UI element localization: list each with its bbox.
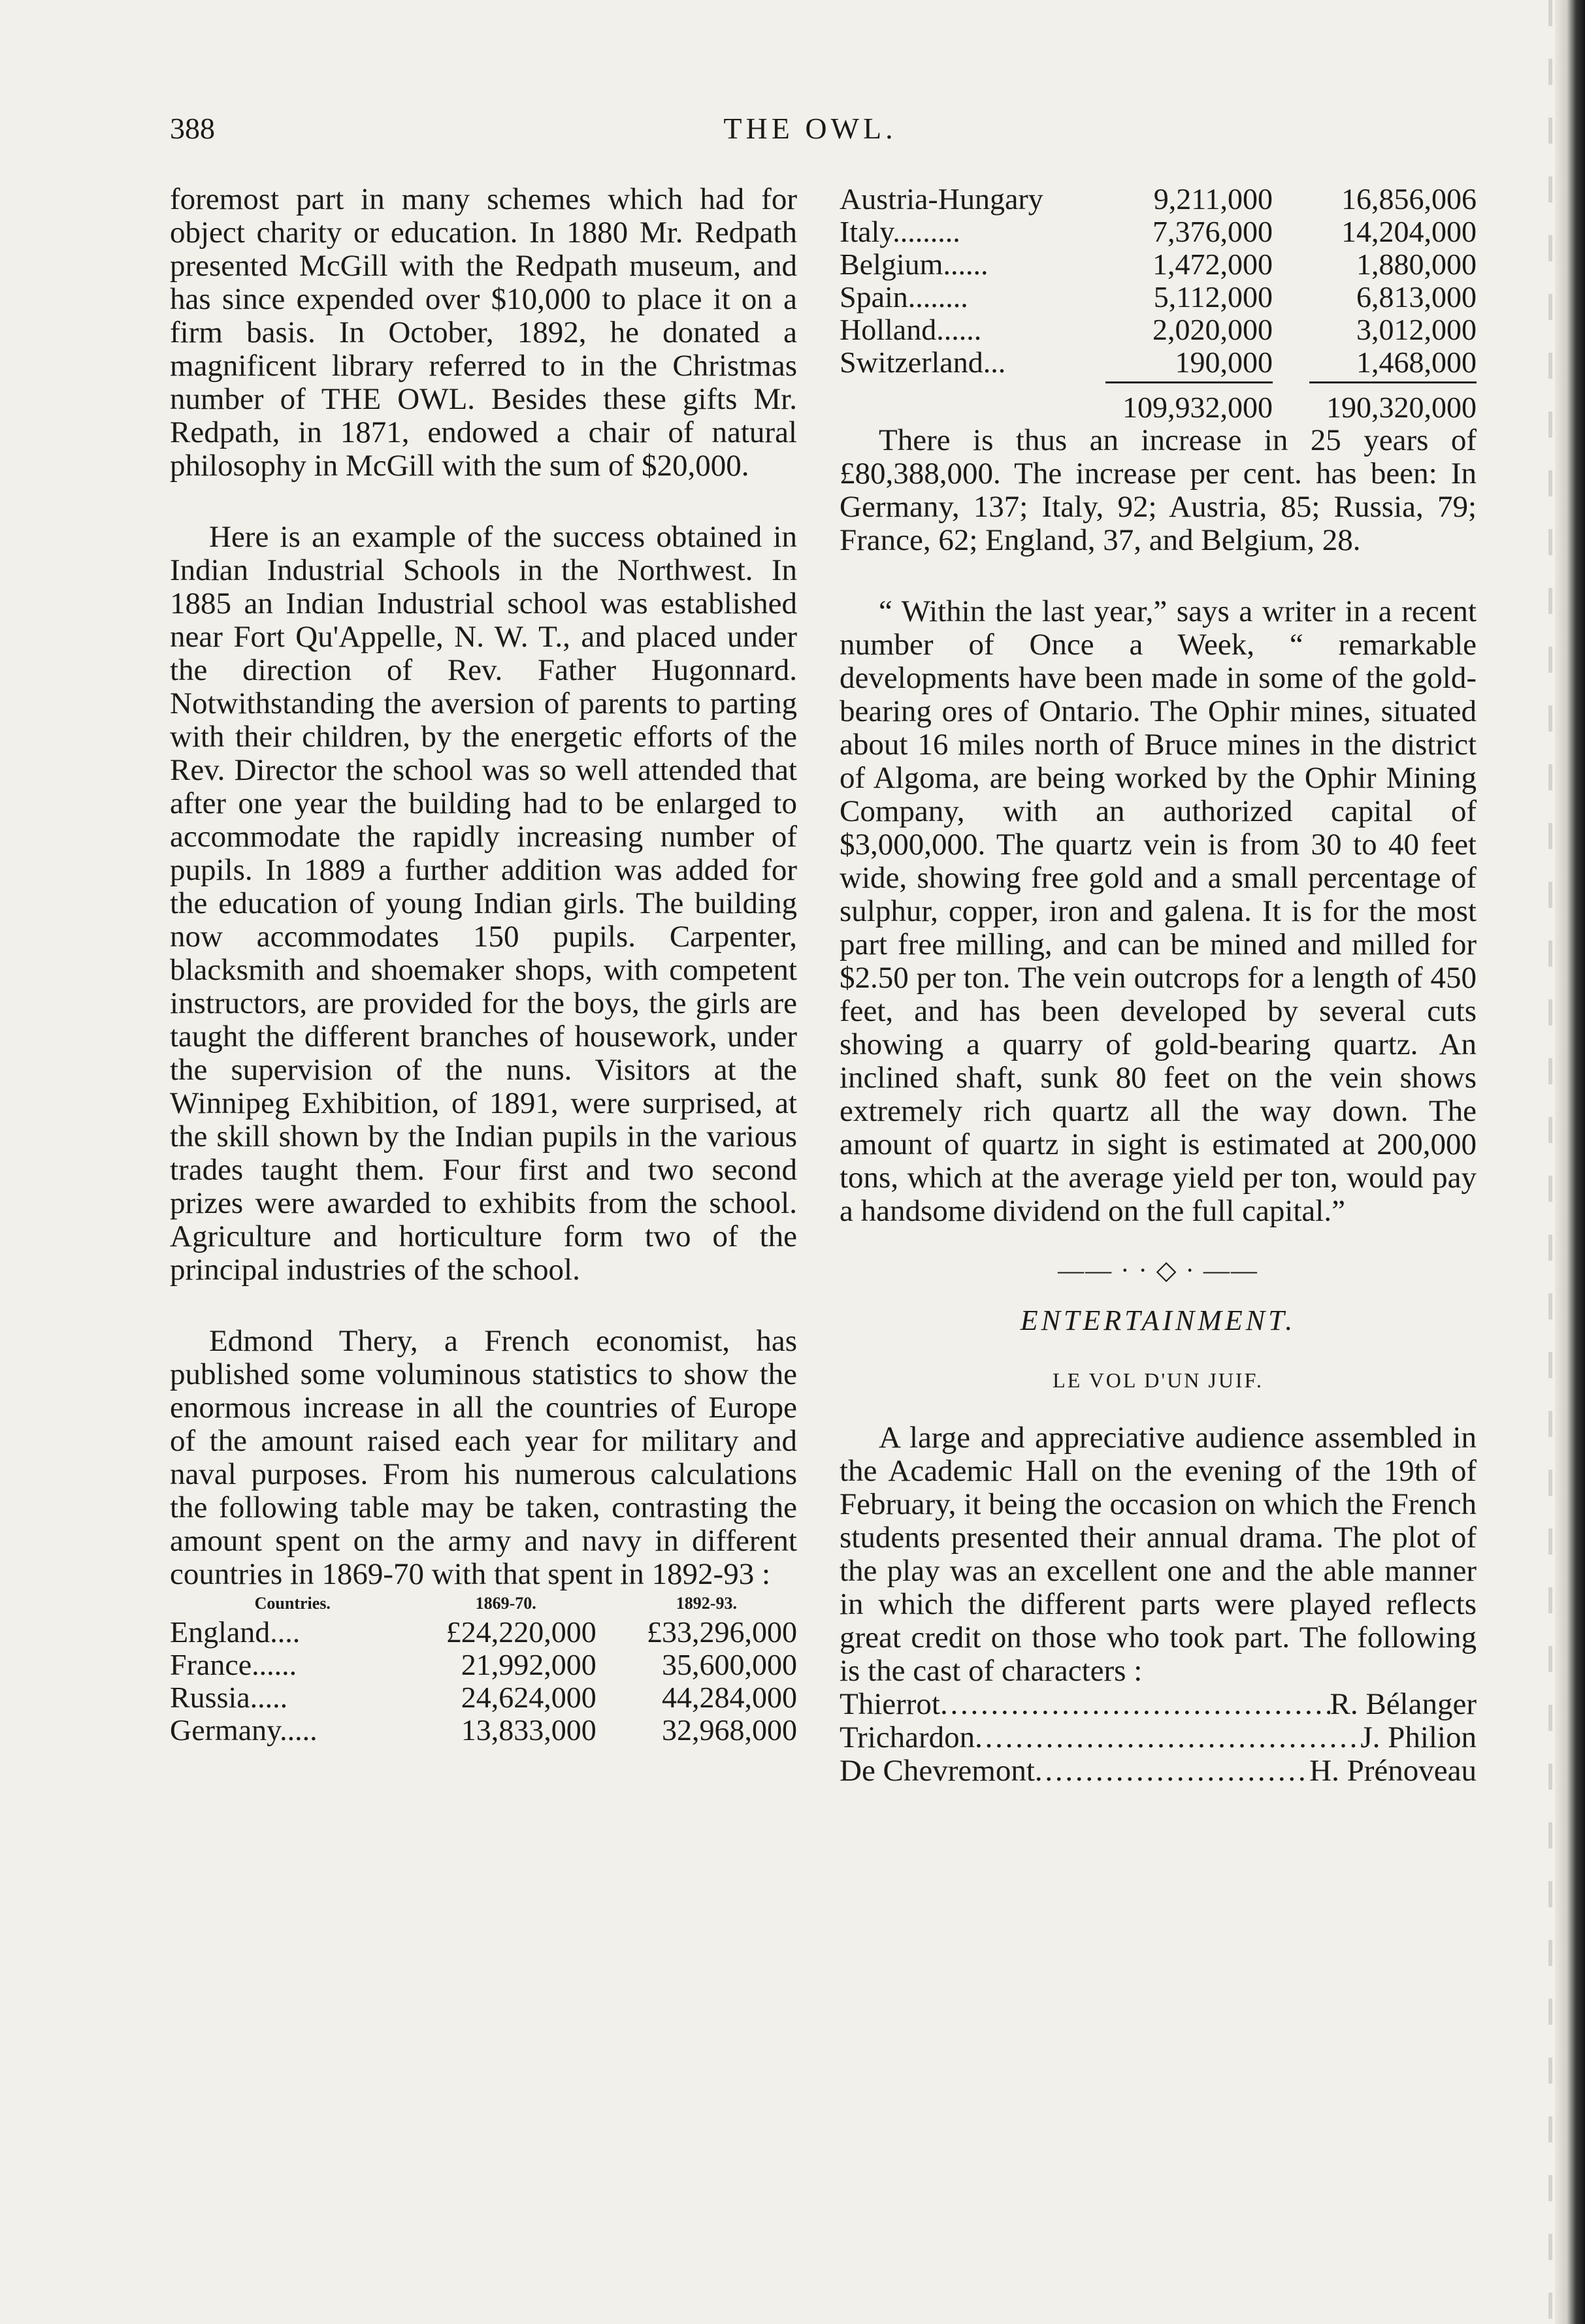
value-1892: 1,468,000 xyxy=(1356,346,1477,379)
leader-dots xyxy=(940,1688,1330,1721)
value-1892: 3,012,000 xyxy=(1356,313,1477,346)
value-1892: 1,880,000 xyxy=(1356,248,1477,281)
table-row xyxy=(840,183,1477,216)
page-binding-edge xyxy=(1555,0,1585,2324)
value-1892: 14,204,000 xyxy=(1341,215,1477,248)
country-name: Russia..... xyxy=(170,1681,288,1714)
value-1892: 44,284,000 xyxy=(662,1681,797,1714)
page-number: 388 xyxy=(170,112,215,145)
paragraph-thery: Edmond Thery, a French economist, has published some voluminous statistics to show the enormous increase in all the countries of Europe of the amount raised each year for military and naval purposes. From his numerous calculations the following table may be taken, contrasting the amount spent on the army and navy in different countries in 1869-70 with that spent in 1892-93 : xyxy=(170,1324,797,1591)
leader-dots xyxy=(975,1721,1360,1754)
table-total-row xyxy=(840,387,1477,424)
value-1892: 16,856,006 xyxy=(1341,182,1477,216)
value-1869: 190,000 xyxy=(1175,346,1273,379)
table-row xyxy=(170,1714,797,1747)
table-row xyxy=(170,1681,797,1714)
paragraph-ophir-mines: “ Within the last year,” says a writer in a recent number of Once a Week, “ remarkable developments have been made in some of the gold-bearing ores of Ontario. The Ophir mines, situated about 16 miles north of Bruce mines in the district of Algoma, are being worked by the Ophir Mining Company, with an authorized capital of $3,000,000. The quartz vein is from 30 to 40 feet wide, showing free gold and a small percentage of sulphur, copper, iron and galena. It is for the most part free milling, and can be mined and milled for $2.50 per ton. The vein outcrops for a length of 450 feet, and has been developed by several cuts showing a quarry of gold-bearing quartz. An inclined shaft, sunk 80 feet on the vein shows extremely rich quartz all the way down. The amount of quartz in sight is estimated at 200,000 tons, which at the average yield per ton, would pay a handsome dividend on the full capital.” xyxy=(840,594,1477,1228)
country-name: Italy......... xyxy=(840,215,960,248)
cast-row xyxy=(840,1721,1477,1754)
value-1869: 5,112,000 xyxy=(1153,280,1273,314)
running-title: THE OWL. xyxy=(723,112,897,145)
sum-rule xyxy=(1105,381,1273,383)
military-spending-table-part-1 xyxy=(170,1591,797,1747)
country-name: Holland...... xyxy=(840,313,982,346)
country-name: Austria-Hungary xyxy=(840,182,1043,216)
cast-row xyxy=(840,1688,1477,1721)
value-1892: 6,813,000 xyxy=(1356,280,1477,314)
table-row xyxy=(840,346,1477,379)
value-1869: 13,833,000 xyxy=(461,1713,596,1747)
country-name: Germany..... xyxy=(170,1713,318,1747)
value-1892: 35,600,000 xyxy=(662,1648,797,1681)
paragraph-audience: A large and appreciative audience assembled in the Academic Hall on the evening of the 19th of February, it being the occasion on which the French students presented their annual drama. The plot of the play was an excellent one and the able manner in which the different parts were played reflects great credit on those who took part. The following is the cast of characters : xyxy=(840,1421,1477,1688)
right-column xyxy=(840,183,1477,1788)
table-row xyxy=(170,1649,797,1681)
page-header xyxy=(170,111,1450,157)
value-1892: £33,296,000 xyxy=(647,1615,797,1649)
paragraph-redpath: foremost part in many schemes which had for object charity or education. In 1880 Mr. Redpath presented McGill with the Redpath museum, and has since expended over $10,000 to place it on a firm basis. In October, 1892, he donated a magnificent library referred to in the Christmas number of THE OWL. Besides these gifts Mr. Redpath, in 1871, endowed a chair of natural philosophy in McGill with the sum of $20,000. xyxy=(170,182,797,483)
table-header-row xyxy=(170,1591,797,1616)
section-title: ENTERTAINMENT. xyxy=(1020,1304,1296,1336)
table-row xyxy=(840,281,1477,314)
value-1869: 21,992,000 xyxy=(461,1648,596,1681)
cast-actor: J. Philion xyxy=(1360,1720,1477,1754)
sum-rule xyxy=(1309,381,1477,383)
country-name: England.... xyxy=(170,1615,301,1649)
leader-dots xyxy=(1035,1754,1309,1788)
value-1869: 2,020,000 xyxy=(1152,313,1273,346)
section-divider: —— · · ◇ · —— xyxy=(1058,1255,1258,1285)
value-1869: 24,624,000 xyxy=(461,1681,596,1714)
value-1892: 32,968,000 xyxy=(662,1713,797,1747)
value-1869: 7,376,000 xyxy=(1152,215,1273,248)
value-1869: £24,220,000 xyxy=(446,1615,596,1649)
cast-actor: R. Bélanger xyxy=(1330,1687,1477,1721)
country-name: Spain........ xyxy=(840,280,968,314)
table-header-1892: 1892-93. xyxy=(676,1594,737,1613)
cast-list xyxy=(840,1688,1477,1788)
section-subtitle: LE VOL D'UN JUIF. xyxy=(1053,1368,1264,1392)
cast-role: Trichardon xyxy=(840,1720,975,1754)
page-scan-artifact xyxy=(1548,0,1552,2324)
table-header-1869: 1869-70. xyxy=(475,1594,536,1613)
table-row xyxy=(840,314,1477,346)
value-1869: 9,211,000 xyxy=(1153,182,1273,216)
country-name: Belgium...... xyxy=(840,248,989,281)
cast-role: De Chevremont xyxy=(840,1754,1035,1788)
left-column xyxy=(170,183,797,1747)
paragraph-increase: There is thus an increase in 25 years of £80,388,000. The increase per cent. has been: In Germany, 137; Italy, 92; Austria, 85; Russia, 79; France, 62; England, 37, and Belgium, 28. xyxy=(840,423,1477,557)
value-1869: 1,472,000 xyxy=(1152,248,1273,281)
table-header-countries: Countries. xyxy=(254,1594,331,1613)
cast-row xyxy=(840,1754,1477,1788)
cast-actor: H. Prénoveau xyxy=(1309,1754,1477,1788)
paragraph-indian-school: Here is an example of the success obtained in Indian Industrial Schools in the Northwest. In 1885 an Indian Industrial school was established near Fort Qu'Appelle, N. W. T., and placed under the direction of Rev. Father Hugonnard. Notwithstanding the aversion of parents to parting with their children, by the energetic efforts of the Rev. Director the school was so well attended that after one year the building had to be enlarged to accommodate the rapidly increasing number of pupils. In 1889 a further addition was added for the education of young Indian girls. The building now accommodates 150 pupils. Carpenter, blacksmith and shoemaker shops, with competent instructors, are provided for the boys, the girls are taught the different branches of housework, under the supervision of the nuns. Visitors at the Winnipeg Exhibition, of 1891, were surprised, at the skill shown by the Indian pupils in the various trades taught them. Four first and two second prizes were awarded to exhibits from the school. Agriculture and horticulture form two of the principal industries of the school. xyxy=(170,520,797,1287)
table-rule-row xyxy=(840,379,1477,387)
country-name: Switzerland... xyxy=(840,346,1006,379)
country-name: France...... xyxy=(170,1648,297,1681)
total-1869: 109,932,000 xyxy=(1122,391,1273,424)
military-spending-table-part-2 xyxy=(840,183,1477,424)
cast-role: Thierrot xyxy=(840,1687,940,1721)
total-1892: 190,320,000 xyxy=(1326,391,1477,424)
table-row xyxy=(840,248,1477,281)
table-row xyxy=(840,216,1477,248)
table-row xyxy=(170,1616,797,1649)
